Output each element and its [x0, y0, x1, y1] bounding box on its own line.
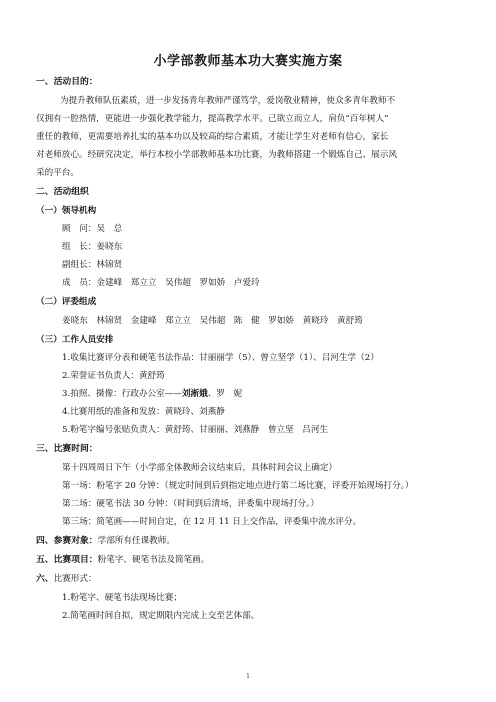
- page-number: 1: [246, 673, 250, 680]
- staff-item: 2.荣誉证书负责人：黄舒筠: [62, 371, 165, 381]
- subsection-heading-leadership: （一）领导机构: [36, 206, 97, 216]
- format-item: 1.粉笔字、硬笔书法现场比赛；: [62, 593, 182, 603]
- schedule-round-1: 第一场：粉笔字 20 分钟：（规定时间到后到指定地点进行第二场比赛，评委开始现场打分。）: [62, 481, 414, 491]
- section-heading-organization: 二、活动组织: [36, 187, 89, 197]
- judges-list: 姜晓东 林锦贤 金建峰 郑立立 吴伟超 陈 健 罗如娇 黄晓玲 黄舒筠: [62, 316, 363, 326]
- staff-item-photo: [62, 389, 242, 400]
- staff-item: 5.粉笔字编号张贴负责人：黄舒筠、甘丽丽、刘燕静 曾立坚 吕河生: [62, 425, 329, 435]
- paragraph-line: 为提升教师队伍素质，进一步发扬青年教师严谨笃学，爱岗敬业精神，使众多青年教师不: [60, 96, 396, 106]
- section-heading-time: 三、比赛时间：: [36, 444, 98, 454]
- schedule-time: 第十四周周日下午（小学部全体教师会议结束后，具体时间会议上确定）: [62, 463, 338, 473]
- leadership-members: 成 员：金建峰 郑立立 吴伟超 罗如娇 卢爱玲: [62, 278, 260, 288]
- section-heading-events: 五、比赛项目：: [36, 555, 98, 565]
- section-events: [36, 555, 209, 566]
- staff-item: 1.收集比赛评分表和硬笔书法作品：甘丽丽学（5）、曾立坚学（1）、吕河生学（2）: [62, 353, 379, 363]
- document-title: 小学部教师基本功大赛实施方案: [153, 54, 343, 69]
- format-heading-tail: 比赛形式：: [53, 574, 97, 584]
- paragraph-line: 采的平台。: [36, 168, 79, 178]
- paragraph-line: 仅拥有一腔热情，更能进一步强化教学能力，提高教学水平。己欲立而立人，肩负“百年树人”: [36, 114, 389, 124]
- staff-item-bold-name: 刘淅娥: [181, 389, 208, 399]
- section-format: [36, 574, 97, 585]
- events-text: 粉笔字、硬笔书法及简笔画。: [97, 555, 210, 565]
- paragraph-line: 重任的教师，更需要培养扎实的基本功以及较高的综合素质，才能让学生对老师有信心，家长: [36, 132, 389, 142]
- leadership-advisor: 顾 问：吴 总: [62, 224, 123, 234]
- participants-text: 学部所有任课教师。: [97, 536, 175, 546]
- staff-item-suffix: 、罗 妮: [207, 389, 243, 399]
- subsection-heading-judges: （二）评委组成: [36, 297, 97, 307]
- section-heading-purpose: 一、活动目的：: [36, 77, 98, 87]
- leadership-leader: 组 长：姜晓东: [62, 242, 123, 252]
- staff-item: 4.比赛用纸的准备和发放：黄晓玲、刘燕静: [62, 407, 225, 417]
- subsection-heading-staff: （三）工作人员安排: [36, 335, 114, 345]
- format-item: 2.简笔画时间自拟，规定期限内完成上交至艺体部。: [62, 611, 260, 621]
- schedule-round-3: 第三场：简笔画——时间自定，在 12 月 11 日上交作品，评委集中流水评分。: [62, 517, 362, 527]
- staff-item-prefix: 3.拍照、摄像：行政办公室——: [62, 389, 182, 399]
- leadership-deputy: 副组长：林锦贤: [62, 260, 123, 270]
- schedule-round-2: 第二场：硬笔书法 30 分钟：（时间到后清场，评委集中现场打分。）: [62, 499, 320, 509]
- section-heading-format: 六、: [36, 574, 54, 584]
- section-heading-participants: 四、参赛对象：: [36, 536, 98, 546]
- paragraph-line: 对老师放心。经研究决定，举行本校小学部教师基本功比赛，为教师搭建一个锻炼自己、展示风: [36, 150, 397, 160]
- section-participants: [36, 536, 175, 547]
